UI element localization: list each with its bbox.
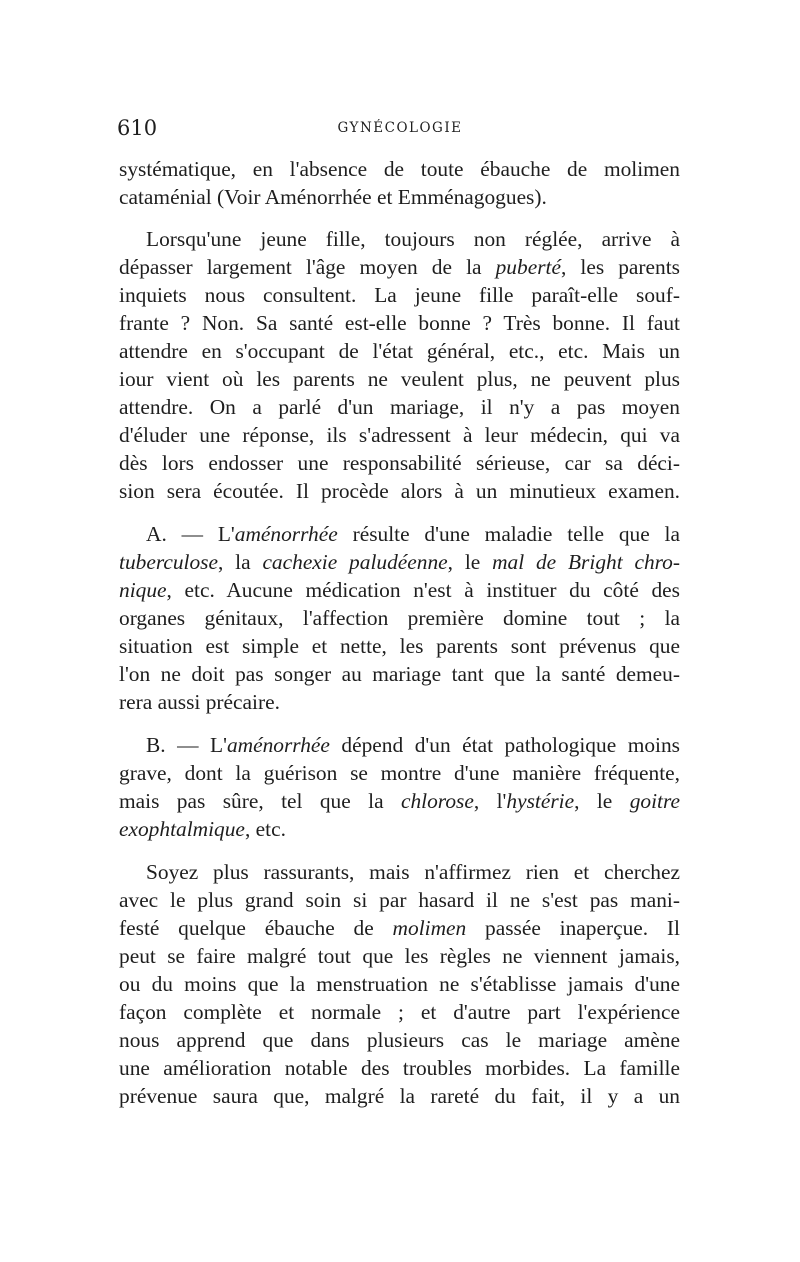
text-line: grave, dont la guérison se montre d'une manière fréquente, [119,761,680,785]
text-line: dès lors endosser une responsabilité sérieuse, car sa déci- [119,451,680,475]
text-line: l'on ne doit pas songer au mariage tant que la santé demeu- [119,662,680,686]
text-line: rera aussi précaire. [119,690,280,714]
text-line: tuberculose, la cachexie paludéenne, le mal de Bright chro- [119,550,681,574]
text-line: Lorsqu'une jeune fille, toujours non réglée, arrive à [146,227,680,251]
text-line: nous apprend que dans plusieurs cas le mariage amène [119,1028,680,1052]
running-title: GYNÉCOLOGIE [337,120,463,136]
text-line: prévenue saura que, malgré la rareté du fait, il y a un [119,1084,680,1108]
text-line: d'éluder une réponse, ils s'adressent à leur médecin, qui va [119,423,680,447]
text-line: sion sera écoutée. Il procède alors à un minutieux examen. [119,479,680,503]
text-line: inquiets nous consultent. La jeune fille paraît-elle souf- [119,283,680,307]
text-line: iour vient où les parents ne veulent plus, ne peuvent plus [119,367,680,391]
text-line: mais pas sûre, tel que la chlorose, l'hystérie, le goitre [119,789,680,813]
text-line: A. — L'aménorrhée résulte d'une maladie telle que la [146,522,680,546]
text-line: ou du moins que la menstruation ne s'établisse jamais d'une [119,972,680,996]
text-line: exophtalmique, etc. [119,817,286,841]
text-line: attendre en s'occupant de l'état général, etc., etc. Mais un [119,339,680,363]
text-line: cataménial (Voir Aménorrhée et Emménagogues). [119,185,547,209]
text-line: systématique, en l'absence de toute ébauche de molimen [119,157,680,181]
text-line: avec le plus grand soin si par hasard il ne s'est pas mani- [119,888,680,912]
page-number: 610 [117,116,158,140]
text-line: B. — L'aménorrhée dépend d'un état pathologique moins [146,733,680,757]
text-line: façon complète et normale ; et d'autre part l'expérience [119,1000,680,1024]
text-line: frante ? Non. Sa santé est-elle bonne ? Très bonne. Il faut [119,311,680,335]
text-line: Soyez plus rassurants, mais n'affirmez rien et cherchez [146,860,680,884]
text-line: situation est simple et nette, les parents sont prévenus que [119,634,680,658]
text-line: une amélioration notable des troubles morbides. La famille [119,1056,680,1080]
text-line: festé quelque ébauche de molimen passée inaperçue. Il [119,916,680,940]
text-line: dépasser largement l'âge moyen de la puberté, les parents [119,255,680,279]
text-line: nique, etc. Aucune médication n'est à instituer du côté des [119,578,680,602]
text-line: attendre. On a parlé d'un mariage, il n'y a pas moyen [119,395,680,419]
text-line: organes génitaux, l'affection première domine tout ; la [119,606,680,630]
text-line: peut se faire malgré tout que les règles ne viennent jamais, [119,944,680,968]
